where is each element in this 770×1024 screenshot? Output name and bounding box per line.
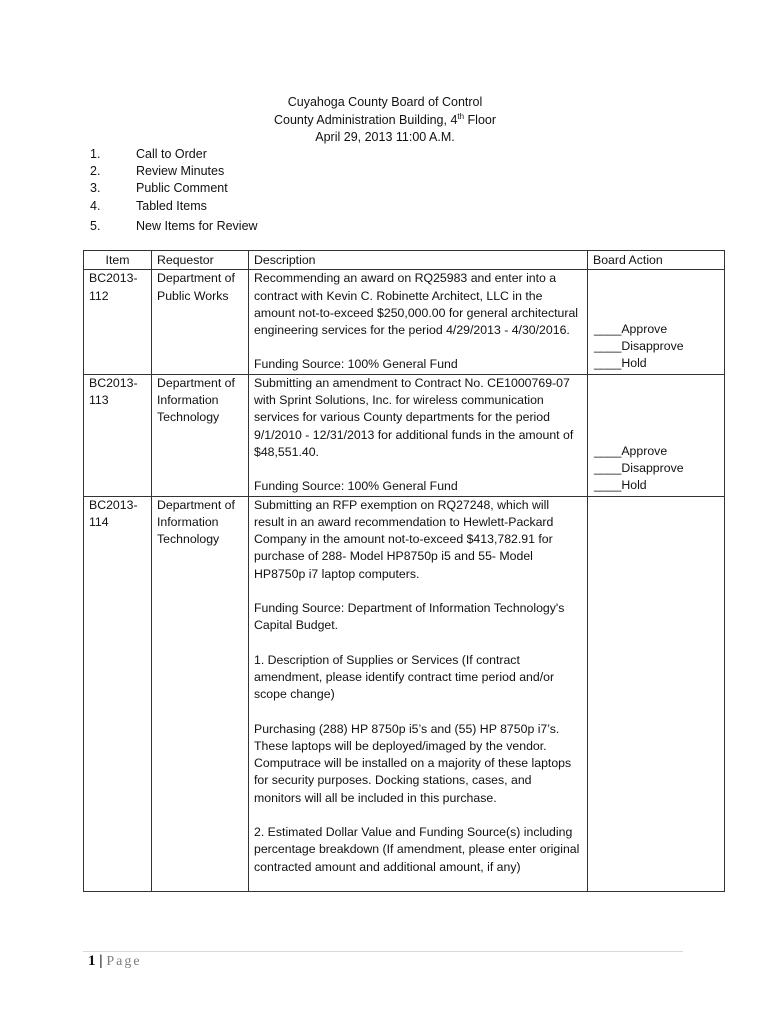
agenda-text: Tabled Items bbox=[136, 198, 207, 213]
agenda-item bbox=[90, 198, 258, 215]
supplies-heading: 1. Description of Supplies or Services (If contract amendment, please identify contract time period and/or scope change) bbox=[254, 652, 555, 702]
header-item: Item bbox=[84, 251, 152, 270]
description bbox=[249, 374, 588, 496]
agenda-item bbox=[90, 163, 258, 180]
hold-option: ____Hold bbox=[594, 356, 647, 371]
table-row bbox=[84, 496, 725, 891]
meeting-datetime: April 29, 2013 11:00 A.M. bbox=[315, 130, 455, 144]
item-number: BC2013-112 bbox=[84, 270, 152, 374]
agenda-number: 1. bbox=[90, 147, 101, 161]
board-action bbox=[588, 496, 725, 891]
table-row bbox=[84, 270, 725, 374]
page-footer bbox=[88, 953, 142, 970]
description bbox=[249, 496, 588, 891]
description-spacer bbox=[254, 461, 582, 478]
description-spacer bbox=[254, 583, 582, 600]
header-requestor: Requestor bbox=[152, 251, 249, 270]
page-number: 1 bbox=[88, 953, 96, 969]
meeting-location bbox=[0, 112, 770, 130]
agenda-text: New Items for Review bbox=[136, 218, 258, 233]
description-spacer bbox=[254, 807, 582, 824]
meeting-header bbox=[0, 94, 770, 147]
requestor: Department of Public Works bbox=[152, 270, 249, 374]
funding-source: Funding Source: 100% General Fund bbox=[254, 357, 458, 372]
agenda-number: 4. bbox=[90, 198, 101, 213]
description-text: Submitting an amendment to Contract No. CE1000769-07 with Sprint Solutions, Inc. for wireless communication services for various County departments for the period 9/1/2010 - 12/31/2013 for additional funds in the amount of $48,551.40. bbox=[254, 375, 574, 459]
description-spacer bbox=[254, 635, 582, 652]
board-name: Cuyahoga County Board of Control bbox=[287, 95, 483, 109]
location-superscript: th bbox=[457, 111, 465, 121]
table-header-row bbox=[84, 251, 725, 270]
agenda-item bbox=[90, 218, 258, 235]
header-description: Description bbox=[249, 251, 588, 270]
footer-rule bbox=[83, 951, 683, 952]
agenda-text: Public Comment bbox=[136, 181, 228, 196]
supplies-text: Purchasing (288) HP 8750p i5’s and (55) HP 8750p i7’s. These laptops will be deployed/imaged by the vendor. Computrace will be installed on a majority of these laptops for security purposes. Docking stations, cases, and monitors will all be included in this purchase. bbox=[254, 721, 572, 805]
page-separator: | bbox=[99, 953, 103, 969]
action-options bbox=[594, 443, 684, 495]
approve-option: ____Approve bbox=[594, 321, 668, 336]
agenda-text: Call to Order bbox=[136, 147, 207, 161]
action-options bbox=[594, 321, 684, 373]
description bbox=[249, 270, 588, 374]
item-number: BC2013-113 bbox=[84, 374, 152, 496]
disapprove-option: ____Disapprove bbox=[594, 460, 684, 475]
page-label: Page bbox=[106, 954, 142, 969]
approve-option: ____Approve bbox=[594, 443, 668, 458]
header-board-action: Board Action bbox=[588, 251, 725, 270]
agenda-item bbox=[90, 180, 258, 197]
item-number: BC2013-114 bbox=[84, 496, 152, 891]
description-text: Recommending an award on RQ25983 and enter into a contract with Kevin C. Robinette Architect, LLC in the amount not-to-exceed $250,000.00 for general architectural engineering services for the period 4/29/2013 - 4/30/2016. bbox=[254, 271, 579, 338]
agenda-number: 3. bbox=[90, 181, 101, 196]
description-text: Submitting an RFP exemption on RQ27248, which will result in an award recommendation to Hewlett-Packard Company in the amount not-to-exceed $413,782.91 for purchase of 288- Model HP8750p i5 and 55- Model HP8750p i7 laptop computers. bbox=[254, 497, 554, 581]
requestor: Department of Information Technology bbox=[152, 374, 249, 496]
location-text: County Administration Building, 4 bbox=[273, 112, 458, 127]
agenda-list bbox=[90, 146, 258, 235]
location-floor: Floor bbox=[464, 112, 497, 127]
disapprove-option: ____Disapprove bbox=[594, 339, 684, 354]
table-row bbox=[84, 374, 725, 496]
review-items-table bbox=[83, 250, 725, 892]
agenda-text: Review Minutes bbox=[136, 164, 225, 179]
board-action bbox=[588, 270, 725, 374]
funding-source: Funding Source: 100% General Fund bbox=[254, 479, 458, 494]
description-spacer bbox=[254, 704, 582, 721]
agenda-number: 2. bbox=[90, 164, 101, 179]
dollar-value-heading: 2. Estimated Dollar Value and Funding Source(s) including percentage breakdown (If amendment, please enter original contracted amount and additional amount, if any) bbox=[254, 825, 580, 874]
requestor: Department of Information Technology bbox=[152, 496, 249, 891]
description-spacer bbox=[254, 339, 582, 356]
funding-source: Funding Source: Department of Information Technology's Capital Budget. bbox=[254, 601, 565, 633]
hold-option: ____Hold bbox=[594, 478, 647, 493]
board-action bbox=[588, 374, 725, 496]
agenda-item bbox=[90, 146, 258, 163]
agenda-number: 5. bbox=[90, 218, 101, 233]
